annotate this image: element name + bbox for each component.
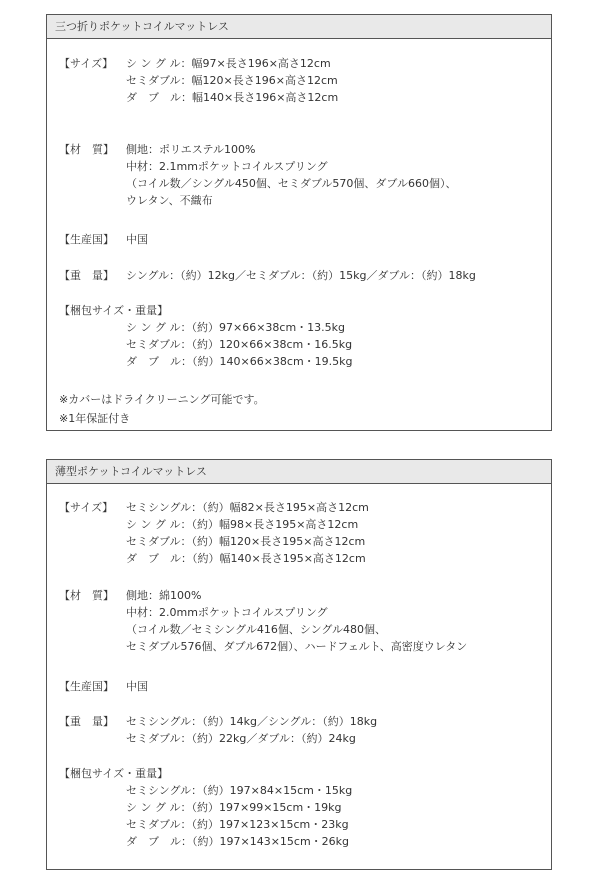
package-line: セミダブル：（約）120×66×38cm・16.5kg [126,338,353,351]
size-label: 【サイズ】 [59,501,114,514]
weight-label: 【重 量】 [59,715,114,728]
package-line: セミシングル：（約）197×84×15cm・15kg [126,784,353,797]
origin-label: 【生産国】 [59,233,114,246]
package-values [126,319,353,370]
material-line: （コイル数／シングル450個、セミダブル570個、ダブル660個）、 [126,177,457,190]
package-line: シ ン グ ル：（約）197×99×15cm・19kg [126,801,342,814]
package-label: 【梱包サイズ・重量】 [59,304,169,317]
size-line: セミダブル：（約）幅120×長さ195×高さ12cm [126,535,366,548]
size-line: シ ン グ ル：（約）幅98×長さ195×高さ12cm [126,518,359,531]
material-line: 中材：2.0mmポケットコイルスプリング [126,606,328,619]
material-line: 側地：綿100% [126,589,202,602]
package-line: セミダブル：（約）197×123×15cm・23kg [126,818,349,831]
weight-values [126,267,476,284]
size-label: 【サイズ】 [59,57,114,70]
material-line: セミダブル576個、ダブル672個）、ハードフェルト、高密度ウレタン [126,640,468,653]
package-label: 【梱包サイズ・重量】 [59,767,169,780]
package-values [126,782,352,850]
material-label: 【材 質】 [59,589,114,602]
size-line: セミダブル：幅120×長さ196×高さ12cm [126,74,338,87]
note-cleaning: ※カバーはドライクリーニング可能です。 [59,393,265,406]
weight-line: セミシングル：（約）14kg／シングル：（約）18kg [126,715,378,728]
material-values [126,141,456,209]
weight-line: セミダブル：（約）22kg／ダブル：（約）24kg [126,732,356,745]
spec-panel-trifold [46,14,552,431]
package-line: ダ ブ ル：（約）197×143×15cm・26kg [126,835,350,848]
origin-value [126,231,148,248]
size-line: ダ ブ ル：（約）幅140×長さ195×高さ12cm [126,552,366,565]
material-line: （コイル数／セミシングル416個、シングル480個、 [126,623,387,636]
origin-text: 中国 [126,233,148,246]
package-line: シ ン グ ル：（約）97×66×38cm・13.5kg [126,321,346,334]
spec-panel-thin [46,459,552,870]
note-warranty: ※1年保証付き [59,412,131,425]
size-line: シ ン グ ル：幅97×長さ196×高さ12cm [126,57,331,70]
size-values [126,499,369,567]
material-line: ウレタン、不織布 [126,194,213,207]
package-line: ダ ブ ル：（約）140×66×38cm・19.5kg [126,355,353,368]
origin-text: 中国 [126,680,148,693]
panel-title: 三つ折りポケットコイルマットレス [47,15,551,39]
origin-label: 【生産国】 [59,680,114,693]
material-line: 中材：2.1mmポケットコイルスプリング [126,160,328,173]
size-values [126,55,338,106]
weight-line: シングル：（約）12kg／セミダブル：（約）15kg／ダブル：（約）18kg [126,269,476,282]
origin-value [126,678,148,695]
size-line: ダ ブ ル：幅140×長さ196×高さ12cm [126,91,339,104]
material-values [126,587,467,655]
weight-values [126,713,377,747]
material-line: 側地：ポリエステル100% [126,143,256,156]
weight-label: 【重 量】 [59,269,114,282]
material-label: 【材 質】 [59,143,114,156]
panel-title: 薄型ポケットコイルマットレス [47,460,551,484]
size-line: セミシングル：（約）幅82×長さ195×高さ12cm [126,501,369,514]
